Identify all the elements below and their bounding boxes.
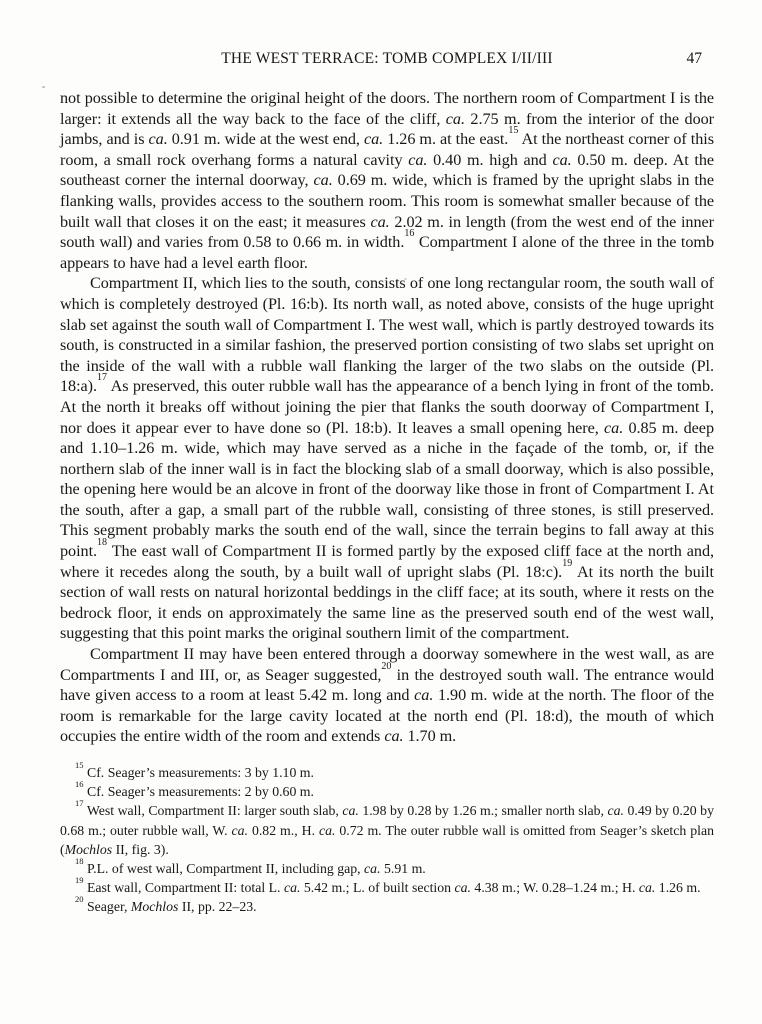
text-run: Compartment I alone of the three in the tomb appears to have had a level earth floor. <box>60 233 714 272</box>
text-run: 1.26 m. at the east. <box>383 130 509 149</box>
text-run: 1.70 m. <box>403 727 457 746</box>
italic-text: ca. <box>364 130 384 149</box>
text-run: At its north the built section of wall rests on natural horizontal beddings in the cliff face; at its south, where it rests on the bedrock floor, it ends on approximately the same line as the preserved south end of the west wall, suggesting that this point marks the original southern limit of the compartment. <box>60 562 714 643</box>
page-title: THE WEST TERRACE: TOMB COMPLEX I/II/III <box>221 50 553 67</box>
text-run: 2.75 m. from the interior of the door jambs, and is <box>60 109 714 149</box>
footnote <box>60 874 714 897</box>
text-run: P.L. of west wall, Compartment II, including gap, <box>87 861 365 877</box>
italic-text: Mochlos <box>130 899 179 915</box>
paragraph <box>60 273 714 644</box>
italic-text: ca. <box>313 171 333 190</box>
text-run: 0.91 m. wide at the west end, <box>167 130 364 149</box>
footnote <box>60 759 714 782</box>
text-run: 0.85 m. deep and 1.10–1.26 m. wide, which may have served as a niche in the façade of the tomb, or, if the northern slab of the inner wall is in fact the blocking slab of a small doorway, which is also possible, the opening here would be an alcove in front of the doorway like those in front of Compartment I. At the south, after a gap, a small part of the rubble wall, consisting of three stones, is still preserved. This segment probably marks the south end of the wall, since the terrain begins to fall away at this point. <box>60 418 714 561</box>
page-number: 47 <box>686 50 702 67</box>
page-body <box>60 88 714 747</box>
text-run: 1.26 m. <box>655 880 701 896</box>
text-run: 0.49 by 0.20 by 0.68 m.; outer rubble wall, W. <box>60 803 714 838</box>
paragraph <box>60 644 714 747</box>
italic-text: ca. <box>342 803 359 819</box>
italic-text: Mochlos <box>64 841 113 857</box>
footnote-number: 15 <box>75 759 84 770</box>
text-column <box>60 50 714 917</box>
footnote-number: 20 <box>75 893 84 904</box>
italic-text: ca. <box>408 150 428 169</box>
footnote-reference: 16 <box>404 228 415 240</box>
text-run: 0.40 m. high and <box>427 150 553 169</box>
footnotes <box>60 759 714 917</box>
text-run: 0.72 m. The outer rubble wall is omitted from Seager’s sketch plan ( <box>60 822 714 857</box>
italic-text: ca. <box>364 861 381 877</box>
footnote-number: 16 <box>75 778 84 789</box>
text-run: 1.90 m. wide at the north. The floor of the room is remarkable for the large cavity located at the north end (Pl. 18:d), the mouth of which occupies the entire width of the room and extends <box>60 686 714 746</box>
italic-text: ca. <box>231 822 249 838</box>
text-run: Cf. Seager’s measurements: 2 by 0.60 m. <box>87 784 314 800</box>
text-run: East wall, Compartment II: total L. <box>87 880 284 896</box>
footnote-reference: 18 <box>97 537 108 549</box>
italic-text: ca. <box>445 109 465 128</box>
text-run: 0.69 m. wide, which is framed by the upright slabs in the flanking walls, provides access to the southern room. This room is somewhat smaller because of the built wall that closes it on the east; it measures <box>60 171 714 231</box>
footnote <box>60 855 714 878</box>
footnote-number: 19 <box>75 874 84 885</box>
text-run: 2.02 m. in length (from the west end of the inner south wall) and varies from 0.58 to 0.66 m. in width. <box>60 212 714 252</box>
italic-text: ca. <box>370 212 390 231</box>
text-run: Cf. Seager’s measurements: 3 by 1.10 m. <box>87 765 314 780</box>
footnote <box>60 797 714 859</box>
footnote-reference: 15 <box>508 125 519 137</box>
text-run: At the northeast corner of this room, a small rock overhang forms a natural cavity <box>60 130 714 169</box>
text-run: 1.98 by 0.28 by 1.26 m.; smaller north slab, <box>358 803 608 819</box>
text-run: in the destroyed south wall. The entrance would have given access to a room at least 5.42 m. long and <box>60 665 714 705</box>
paragraph <box>60 88 714 273</box>
footnote-reference: 17 <box>97 372 108 384</box>
text-run: West wall, Compartment II: larger south slab, <box>86 803 343 819</box>
text-run: Seager, <box>87 899 131 915</box>
text-run: 5.91 m. <box>380 861 426 877</box>
italic-text: ca. <box>384 727 404 746</box>
italic-text: ca. <box>604 418 624 437</box>
text-run: As preserved, this outer rubble wall has the appearance of a bench lying in front of the tomb. At the north it breaks off without joining the pier that flanks the south doorway of Compartment I, nor does it appear ever to have done so (Pl. 18:b). It leaves a small opening here, <box>60 377 714 437</box>
italic-text: ca. <box>607 803 624 819</box>
footnote-number: 18 <box>75 855 84 866</box>
italic-text: ca. <box>283 880 301 896</box>
text-run: II, pp. 22–23. <box>178 899 257 915</box>
italic-text: ca. <box>454 880 471 896</box>
italic-text: ca. <box>552 150 572 169</box>
footnote-reference: 20 <box>381 660 392 672</box>
footnote-number: 17 <box>75 797 84 808</box>
italic-text: ca. <box>148 130 168 149</box>
text-run: 4.38 m.; W. 0.28–1.24 m.; H. <box>470 880 639 896</box>
footnote-reference: 19 <box>562 557 573 569</box>
text-run: 5.42 m.; L. of built section <box>300 880 455 896</box>
scan-speckle <box>42 86 45 88</box>
text-run: 0.82 m., H. <box>248 822 319 838</box>
italic-text: ca. <box>318 822 336 838</box>
running-head <box>60 50 714 67</box>
text-run: Compartment II, which lies to the south, consists of one long rectangular room, the south wall of which is completely destroyed (Pl. 16:b). Its north wall, as noted above, consists of the huge upright slab set against the south wall of Compartment I. The west wall, which is partly destroyed towards its south, is constructed in a similar fashion, the preserved portion consisting of two slabs set upright on the inside of the wall with a rubble wall flanking the larger of the two slabs on the outside (Pl. 18:a). <box>60 274 714 396</box>
text-run: II, fig. 3). <box>112 841 169 857</box>
text-run: not possible to determine the original height of the doors. The northern room of Compartment I is the larger: it extends all the way back to the face of the cliff, <box>60 89 714 128</box>
text-run: The east wall of Compartment II is formed partly by the exposed cliff face at the north and, where it recedes along the south, by a built wall of upright slabs (Pl. 18:c). <box>60 542 714 581</box>
italic-text: ca. <box>638 880 656 896</box>
footnote <box>60 893 714 916</box>
footnote <box>60 778 714 801</box>
text-run: 0.50 m. deep. At the southeast corner the internal doorway, <box>60 150 715 190</box>
italic-text: ca. <box>414 686 434 705</box>
text-run: Compartment II may have been entered through a doorway somewhere in the west wall, as are Compartments I and III, or, as Seager suggested, <box>60 645 714 684</box>
